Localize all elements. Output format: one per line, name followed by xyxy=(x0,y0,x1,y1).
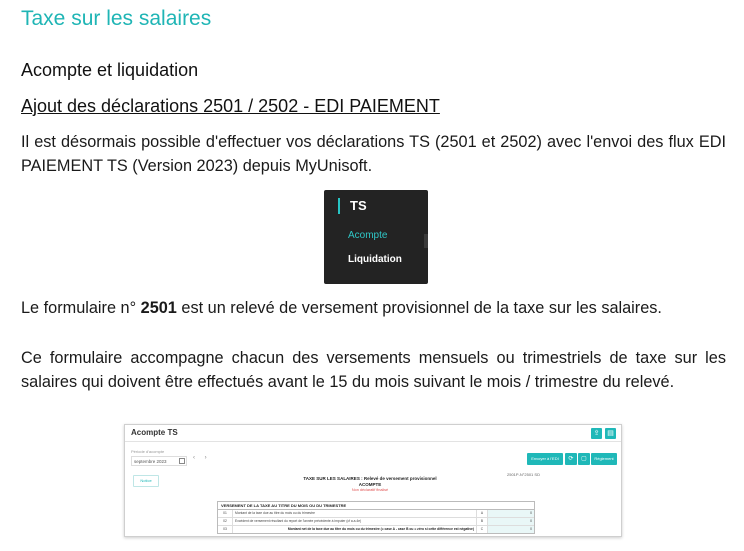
print-icon[interactable]: ▤ xyxy=(605,428,616,439)
screenshot-header xyxy=(125,425,621,442)
menu-scroll-edge xyxy=(424,234,428,248)
table-row xyxy=(218,510,534,518)
screenshot-title: Acompte TS xyxy=(131,428,178,437)
p2-text-before: Le formulaire n° xyxy=(21,299,141,317)
row-value-field[interactable]: 0 xyxy=(488,526,534,533)
row-number: 02 xyxy=(218,518,233,525)
send-edi-button[interactable]: Envoyer à l'EDI xyxy=(527,453,563,465)
form-subtitle: ACOMPTE xyxy=(358,482,382,487)
form-2501-paragraph xyxy=(21,296,726,320)
form-reference: 2501P-N°2501 SD xyxy=(507,472,540,477)
form-description-paragraph: Ce formulaire accompagne chacun des versements mensuels ou trimestriels de taxe sur les salaires qui doivent être effectués avant le 15 du mois suivant le mois / trimestre du relevé. xyxy=(21,349,726,391)
menu-active-bar xyxy=(338,198,340,214)
period-label: Période d'acompte xyxy=(131,449,165,454)
form-title-line: TAXE SUR LES SALAIRES : Relevé de versement provisionnel xyxy=(303,476,437,481)
p2-text-after: est un relevé de versement provisionnel de la taxe sur les salaires. xyxy=(176,299,662,317)
row-code: B xyxy=(476,518,488,525)
ts-menu xyxy=(324,190,428,284)
form-note: Non déclaratif finalisé xyxy=(351,488,389,492)
regulation-button[interactable]: Règlement xyxy=(591,453,617,465)
menu-title: TS xyxy=(350,198,367,213)
page-title: Taxe sur les salaires xyxy=(21,7,212,30)
menu-item-acompte[interactable]: Acompte xyxy=(348,230,388,241)
form-number: 2501 xyxy=(140,299,177,317)
refresh-icon[interactable]: ⟳ xyxy=(565,453,577,465)
row-value-field[interactable]: 0 xyxy=(488,510,534,517)
table-header: VERSEMENT DE LA TAXE AU TITRE DU MOIS OU DU TRIMESTRE xyxy=(218,502,534,510)
row-text: Montant de la taxe due au titre du mois ou du trimestre xyxy=(235,511,315,515)
intro-paragraph: Il est désormais possible d'effectuer vos déclarations TS (2501 et 2502) avec l'envoi des flux EDI PAIEMENT TS (Version 2023) depuis MyUnisoft. xyxy=(21,133,726,175)
versement-table xyxy=(217,501,535,534)
document-icon[interactable]: ▢ xyxy=(578,453,590,465)
row-text: Excédent de versement résultant du report de l'année précédente à imputer (cf a.a.4e) xyxy=(235,519,362,523)
row-code: A xyxy=(476,510,488,517)
table-row xyxy=(218,526,534,533)
row-number: 01 xyxy=(218,510,233,517)
menu-item-liquidation[interactable]: Liquidation xyxy=(348,254,402,265)
period-nav-arrows-icon[interactable]: ‹ › xyxy=(193,455,211,461)
period-select[interactable]: septembre 2023 xyxy=(131,456,187,466)
row-code: C xyxy=(476,526,488,533)
row-value-field[interactable]: 0 xyxy=(488,518,534,525)
subsection-heading: Ajout des déclarations 2501 / 2502 - EDI PAIEMENT xyxy=(21,96,440,116)
row-text: Montant net de la taxe due au titre du mois ou du trimestre (= case A - case B ou = zéro si cette différence est négative) xyxy=(287,527,474,531)
acompte-form-screenshot xyxy=(124,424,622,537)
calendar-icon[interactable] xyxy=(179,458,185,464)
row-number: 03 xyxy=(218,526,233,533)
notice-button[interactable]: Notice xyxy=(133,475,159,487)
section-heading: Acompte et liquidation xyxy=(21,60,199,80)
table-row xyxy=(218,518,534,526)
form-title xyxy=(265,476,475,488)
export-icon[interactable]: ⇪ xyxy=(591,428,602,439)
